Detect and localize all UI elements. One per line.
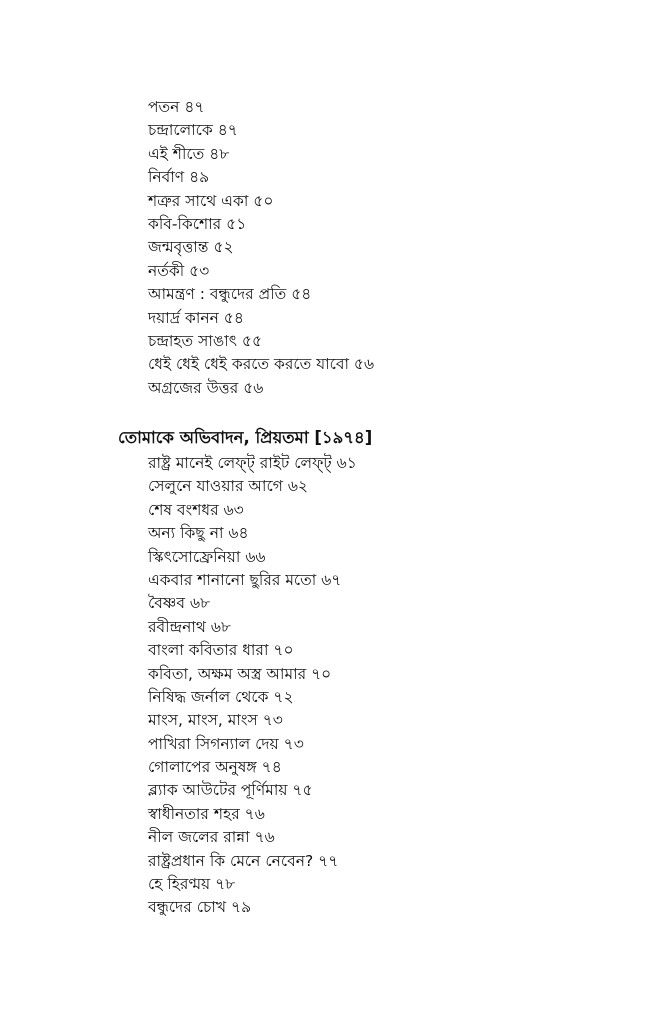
toc-entry-page: ৫০ — [253, 191, 274, 210]
toc-entry — [148, 522, 357, 545]
toc-entry — [148, 569, 357, 592]
toc-entry — [148, 475, 357, 498]
toc-entry-page: ৭০ — [273, 641, 294, 660]
toc-entry-page: ৭৩ — [283, 734, 304, 753]
toc-entry-title: পাখিরা সিগন্যাল দেয় — [148, 734, 279, 753]
toc-list-second-section — [148, 452, 357, 920]
toc-entry-page: ৫১ — [226, 214, 247, 233]
toc-entry-title: এই শীতে — [148, 144, 205, 163]
toc-entry-title: রাষ্ট্রপ্রধান কি মেনে নেবেন? — [148, 851, 314, 870]
toc-entry-title: নিষিদ্ধ জর্নাল থেকে — [148, 687, 269, 706]
toc-entry-page: ৭৩ — [262, 711, 283, 730]
toc-entry — [148, 96, 374, 119]
toc-entry-title: বাংলা কবিতার ধারা — [148, 641, 269, 660]
toc-entry — [148, 499, 357, 522]
toc-entry-page: ৪৭ — [184, 98, 205, 116]
section-heading: তোমাকে অভিবাদন, প্রিয়তমা [১৯৭৪] — [118, 428, 373, 447]
toc-entry — [148, 213, 374, 236]
toc-entry-title: পতন — [148, 98, 180, 116]
toc-entry-page: ৭৬ — [244, 804, 265, 823]
toc-entry-title: স্কিৎসোফ্রেনিয়া — [148, 547, 241, 566]
toc-entry-page: ৭৫ — [292, 781, 313, 800]
toc-entry — [148, 663, 357, 686]
toc-entry — [148, 826, 357, 849]
toc-entry — [148, 686, 357, 709]
toc-entry-title: আমন্ত্রণ : বন্ধুদের প্রতি — [148, 285, 287, 304]
toc-entry-title: রাষ্ট্র মানেই লেফ্‌ট্ রাইট লেফ্‌ট্ — [148, 454, 332, 472]
toc-entry-page: ৫৪ — [223, 308, 244, 327]
toc-entry-title: নীল জলের রান্না — [148, 828, 250, 847]
toc-entry-page: ৪৭ — [217, 121, 238, 140]
toc-entry-page: ৬৪ — [228, 524, 249, 543]
toc-entry — [148, 190, 374, 213]
toc-entry — [148, 260, 374, 283]
toc-entry — [148, 143, 374, 166]
toc-entry-page: ৬৮ — [189, 594, 211, 613]
toc-entry-page: ৫৬ — [243, 378, 264, 397]
toc-entry-title: শেষ বংশধর — [148, 500, 219, 519]
toc-entry-page: ৭৬ — [254, 828, 275, 847]
toc-entry — [148, 452, 357, 475]
toc-entry-page: ৭২ — [273, 687, 294, 706]
toc-entry-title: দয়ার্দ্র কানন — [148, 308, 219, 327]
toc-entry — [148, 733, 357, 756]
toc-entry-page: ৭৭ — [318, 851, 339, 870]
toc-entry-page: ৭৪ — [261, 758, 282, 777]
toc-entry-page: ৭৯ — [231, 898, 252, 917]
toc-entry-page: ৫৫ — [241, 331, 263, 350]
toc-entry — [148, 850, 357, 873]
toc-entry — [148, 756, 357, 779]
toc-entry — [148, 896, 357, 919]
toc-entry-page: ৪৮ — [209, 144, 230, 163]
toc-entry — [148, 377, 374, 400]
toc-entry-title: হে হিরণ্ময় — [148, 875, 211, 894]
toc-entry-page: ৫৩ — [189, 261, 210, 280]
toc-entry-title: একবার শানানো ছুরির মতো — [148, 570, 317, 589]
toc-entry-title: কবি-কিশোর — [148, 214, 222, 233]
toc-entry — [148, 119, 374, 142]
toc-entry — [148, 166, 374, 189]
toc-list-first-section — [148, 96, 374, 400]
toc-entry-title: জন্মবৃত্তান্ত — [148, 238, 209, 257]
toc-entry — [148, 283, 374, 306]
toc-entry — [148, 873, 357, 896]
toc-entry — [148, 307, 374, 330]
toc-entry — [148, 330, 374, 353]
toc-entry-title: মাংস, মাংস, মাংস — [148, 711, 258, 730]
toc-entry-title: অগ্রজের উত্তর — [148, 378, 239, 397]
toc-entry-page: ৭০ — [311, 664, 332, 683]
toc-entry-title: বন্ধুদের চোখ — [148, 898, 227, 917]
toc-entry-page: ৬২ — [287, 477, 308, 496]
toc-entry-title: অন্য কিছু না — [148, 524, 224, 543]
toc-entry-title: সেলুনে যাওয়ার আগে — [148, 477, 283, 496]
toc-entry-title: চন্দ্রাহত সাঙাৎ — [148, 331, 237, 350]
toc-entry-page: ৫৪ — [291, 285, 312, 304]
toc-entry-title: শত্রুর সাথে একা — [148, 191, 249, 210]
toc-entry — [148, 709, 357, 732]
toc-entry-title: ধেই ধেই ধেই করতে করতে যাবো — [148, 355, 349, 374]
toc-entry — [148, 779, 357, 802]
toc-entry-page: ৬৩ — [223, 500, 244, 519]
toc-entry — [148, 236, 374, 259]
toc-entry-title: ব্ল্যাক আউটের পূর্ণিমায় — [148, 781, 288, 800]
toc-entry-page: ৬৬ — [245, 547, 266, 566]
toc-entry-title: কবিতা, অক্ষম অস্ত্র আমার — [148, 664, 307, 683]
toc-entry-title: রবীন্দ্রনাথ — [148, 617, 206, 636]
toc-entry-page: ৫২ — [213, 238, 234, 257]
toc-entry — [148, 546, 357, 569]
toc-entry-page: ৬১ — [336, 454, 357, 472]
toc-entry-title: চন্দ্রালোকে — [148, 121, 213, 140]
toc-entry — [148, 639, 357, 662]
toc-entry-page: ৪৯ — [189, 168, 210, 187]
toc-entry — [148, 592, 357, 615]
toc-entry-page: ৬৭ — [321, 570, 342, 589]
toc-entry-title: বৈষ্ণব — [148, 594, 185, 613]
toc-entry — [148, 803, 357, 826]
toc-entry-title: নর্তকী — [148, 261, 185, 280]
toc-entry — [148, 353, 374, 376]
toc-entry-title: নির্বাণ — [148, 168, 185, 187]
toc-entry-page: ৭৮ — [215, 875, 236, 894]
toc-entry-title: স্বাধীনতার শহর — [148, 804, 240, 823]
toc-entry-page: ৫৬ — [353, 355, 375, 374]
toc-entry-page: ৬৮ — [210, 617, 231, 636]
toc-entry-title: গোলাপের অনুষঙ্গ — [148, 758, 257, 777]
toc-entry — [148, 616, 357, 639]
